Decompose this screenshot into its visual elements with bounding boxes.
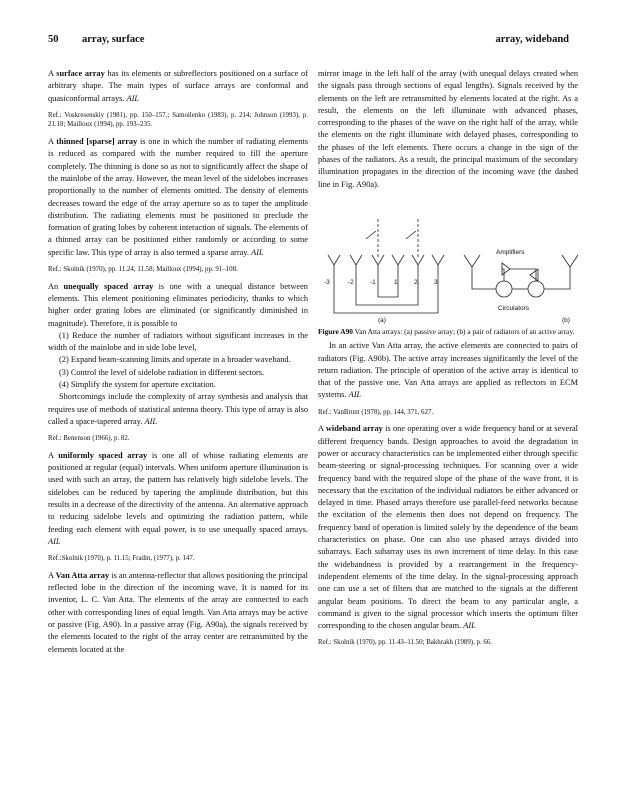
- right-running-head: array, wideband: [495, 34, 569, 45]
- list-item: (4) Simplify the system for aperture excitation.: [59, 380, 216, 390]
- amplifiers-label: Amplifiers: [496, 248, 525, 256]
- van-atta-active-paragraph: In an active Van Atta array, the active elements are connected to pairs of radiators (Fig. A90b). The active array increases significantly the level of the return radiation. The principle of operation of the active array is identical to that of the passive one. Van Atta arrays are applied as reflectors in ECM systems. AIL: [318, 341, 578, 400]
- element-label: -3: [324, 278, 330, 286]
- entry-surface-array: A surface array has its elements or subreflectors positioned on a surface of arbitrary shape. The main types of surface arrays are conformal and quasiconformal arrays. AIL: [48, 69, 308, 103]
- author-initials: AIL: [251, 247, 264, 257]
- antenna-right: [562, 255, 578, 279]
- arrow-incoming: [366, 231, 376, 239]
- element-label: -2: [348, 278, 354, 286]
- van-atta-diagram: [326, 217, 588, 327]
- circulator-right: [528, 281, 544, 297]
- left-running-head: array, surface: [82, 34, 145, 45]
- line-to-circulator: [544, 279, 570, 289]
- reference: Ref.: Skolnik (1970), pp. 11.24, 11.58; Mailloux (1994), pp. 91–108.: [48, 266, 238, 274]
- term-thinned-array: thinned [sparse] array: [56, 137, 138, 147]
- list-item: (3) Control the level of sidelobe radiation in different sectors.: [59, 367, 265, 377]
- amplifier-lower: [530, 269, 538, 281]
- reference: Ref.: VanBrunt (1978), pp. 144, 371, 627.: [318, 408, 434, 416]
- entry-van-atta-array: A Van Atta array is an antenna-reflector that allows positioning the principal reflected lobe in the direction of the incoming wave. It is named for its inventor, L. C. Van Atta. The elements of the array are connected to each other with corresponding lines of equal length. Van Atta arrays may be active or passive (Fig. A90). In a passive array (Fig. A90a), the signals received by the elements located to the right of the array center are retransmitted by the elements located at the: [48, 570, 309, 654]
- panel-label-b: (b): [562, 316, 570, 324]
- author-initials: AIL: [144, 416, 158, 426]
- antenna-elements: [328, 255, 444, 275]
- shortcomings-paragraph: Shortcomings include the complexity of array synthesis and analysis that requires use of methods of statistical antenna theory. This type of array is also called a space-tapered array. AIL: [48, 392, 308, 426]
- figure-caption: Figure A90 Van Atta arrays: (a) passive array; (b) a pair of radiators of an active array.: [318, 326, 575, 336]
- element-label: 2: [414, 278, 418, 286]
- reference: Ref.:Skolnik (1970), p. 11.15; Fradin, (1977), p. 147.: [48, 555, 195, 563]
- term-wideband-array: wideband array: [325, 424, 383, 434]
- element-label: 3: [434, 278, 438, 286]
- right-column: [318, 68, 578, 654]
- entry-unequally-spaced-array: An unequally spaced array is one with a unequal distance between elements. This element positioning eliminates periodicity, thanks to which higher order grating lobes are eliminated (or significantly diminished in magnitude). Therefore, it is possible to: [48, 281, 308, 328]
- circulators-label: Circulators: [498, 304, 530, 312]
- entry-wideband-array: A wideband array is one operating over a wide frequency band or at several different frequency bands. Design approaches to avoid the degradation in power or accuracy characteristics can be implemented either through specific beam-steering or signal-processing techniques. For scanning over a wide frequency band with the required slope of the phase of the wave front, it is necessary that the excitation of the individual radiators be either advanced or delayed in time. Phased arrays therefore use parallel-feed networks because the excitation of the elements then does not depend on frequency. The frequency band of operation is limited solely by the dependence of the beam characteristics on phase. One can also use phased arrays divided into subarrays. Each subarray uses its own increment of time delay. In this case the widebandness is provided by a rearrangement in the frequency-independent elements of the time delay. In the signal-processing approach one can use a set of filters that are matched to the signals at the different angular beam positions. To direct the beam to any particular angle, a command is given to the signal processor which inserts the optimum filter corresponding to the chosen angular beam. AIL: [318, 424, 579, 631]
- line-to-circulator: [472, 279, 496, 289]
- term-van-atta-array: Van Atta array: [55, 570, 110, 580]
- arrow-incoming: [406, 231, 416, 239]
- figure-a90: [326, 217, 588, 327]
- element-label: -1: [370, 278, 376, 286]
- feed-line: [356, 275, 418, 305]
- reference: Ref.: Voskresenskiy (1981), pp. 150–157.; Samoilenko (1983), p. 214; Johnson (1993), p. 21.18; Mailloux (1994), pp. 193–235.: [48, 111, 308, 129]
- entry-uniformly-spaced-array: A uniformly spaced array is one all of whose radiating elements are positioned at regular (equal) intervals. When uniform aperture illumination is used with such an array, the pattern has relatively high sidelobe levels. The sidelobes can be reduced by tapering the amplitude distribution, but this results in a decrease of the directivity of the antenna. An alternative approach to reducing sidelobe levels and optimizing the radiation pattern, while feeding each element with equal power, is to use unequally spaced arrays. AIL: [48, 450, 308, 546]
- term-uniformly-spaced-array: uniformly spaced array: [58, 450, 148, 460]
- van-atta-continuation: mirror image in the left half of the array (with unequal delays created when the signals pass through sections of equal lengths). Signals received by the elements on the left are retransmitted by elements located at the right. As a result, the elements on the left illuminate with advanced phases, corresponding to the phases of the wave on the right half of the array, while the elements on the right illuminate with delayed phases, corresponding to the phases of the left elements. There occurs a change in the sign of the phases of the radiators. As a result, the principal maximum of the secondary illumination propagates in the direction of the incoming wave (the dashed line in Fig. A90a).: [318, 69, 578, 189]
- list-item: (2) Expand beam-scanning limits and operate in a broader waveband.: [59, 355, 291, 365]
- left-column: [48, 68, 308, 659]
- reference: Ref.: Skolnik (1970), pp. 11.43–11.50; Bakhrakh (1989), p. 66.: [318, 639, 493, 647]
- list-item: (1) Reduce the number of radiators without significant increases in the width of the mainlobe and in side lobe level,: [48, 330, 308, 353]
- circulator-left: [496, 281, 512, 297]
- author-initials: AIL: [126, 93, 140, 103]
- term-surface-array: surface array: [56, 69, 105, 78]
- entry-thinned-array: A thinned [sparse] array is one in which the number of radiating elements is reduced as compared with the number required to fill the aperture completely. The thinning is done so as not to significantly affect the shape of the mainlobe of the array. However, the mean level of the sidelobes increases proportionally to the number of elements omitted. The density of elements decreases toward the edge of the array aperture so as to taper the amplitude distribution. The radiating elements must be positioned to preclude the formation of grating lobes by coherent interaction of signals. The elements of a thinned array can be positioned either randomly or according to some specific law. This type of array is also termed a sparse array. AIL: [48, 137, 309, 257]
- author-initials: AIL: [48, 536, 61, 546]
- element-label: 1: [394, 278, 398, 286]
- page-number: 50: [48, 34, 59, 45]
- author-initials: AIL: [463, 621, 476, 631]
- antenna-left: [464, 255, 480, 279]
- term-unequally-spaced-array: unequally spaced array: [63, 281, 154, 291]
- author-initials: AIL: [348, 390, 362, 400]
- reference: Ref.: Benenson (1966), p. 82.: [48, 435, 130, 443]
- panel-label-a: (a): [378, 316, 386, 324]
